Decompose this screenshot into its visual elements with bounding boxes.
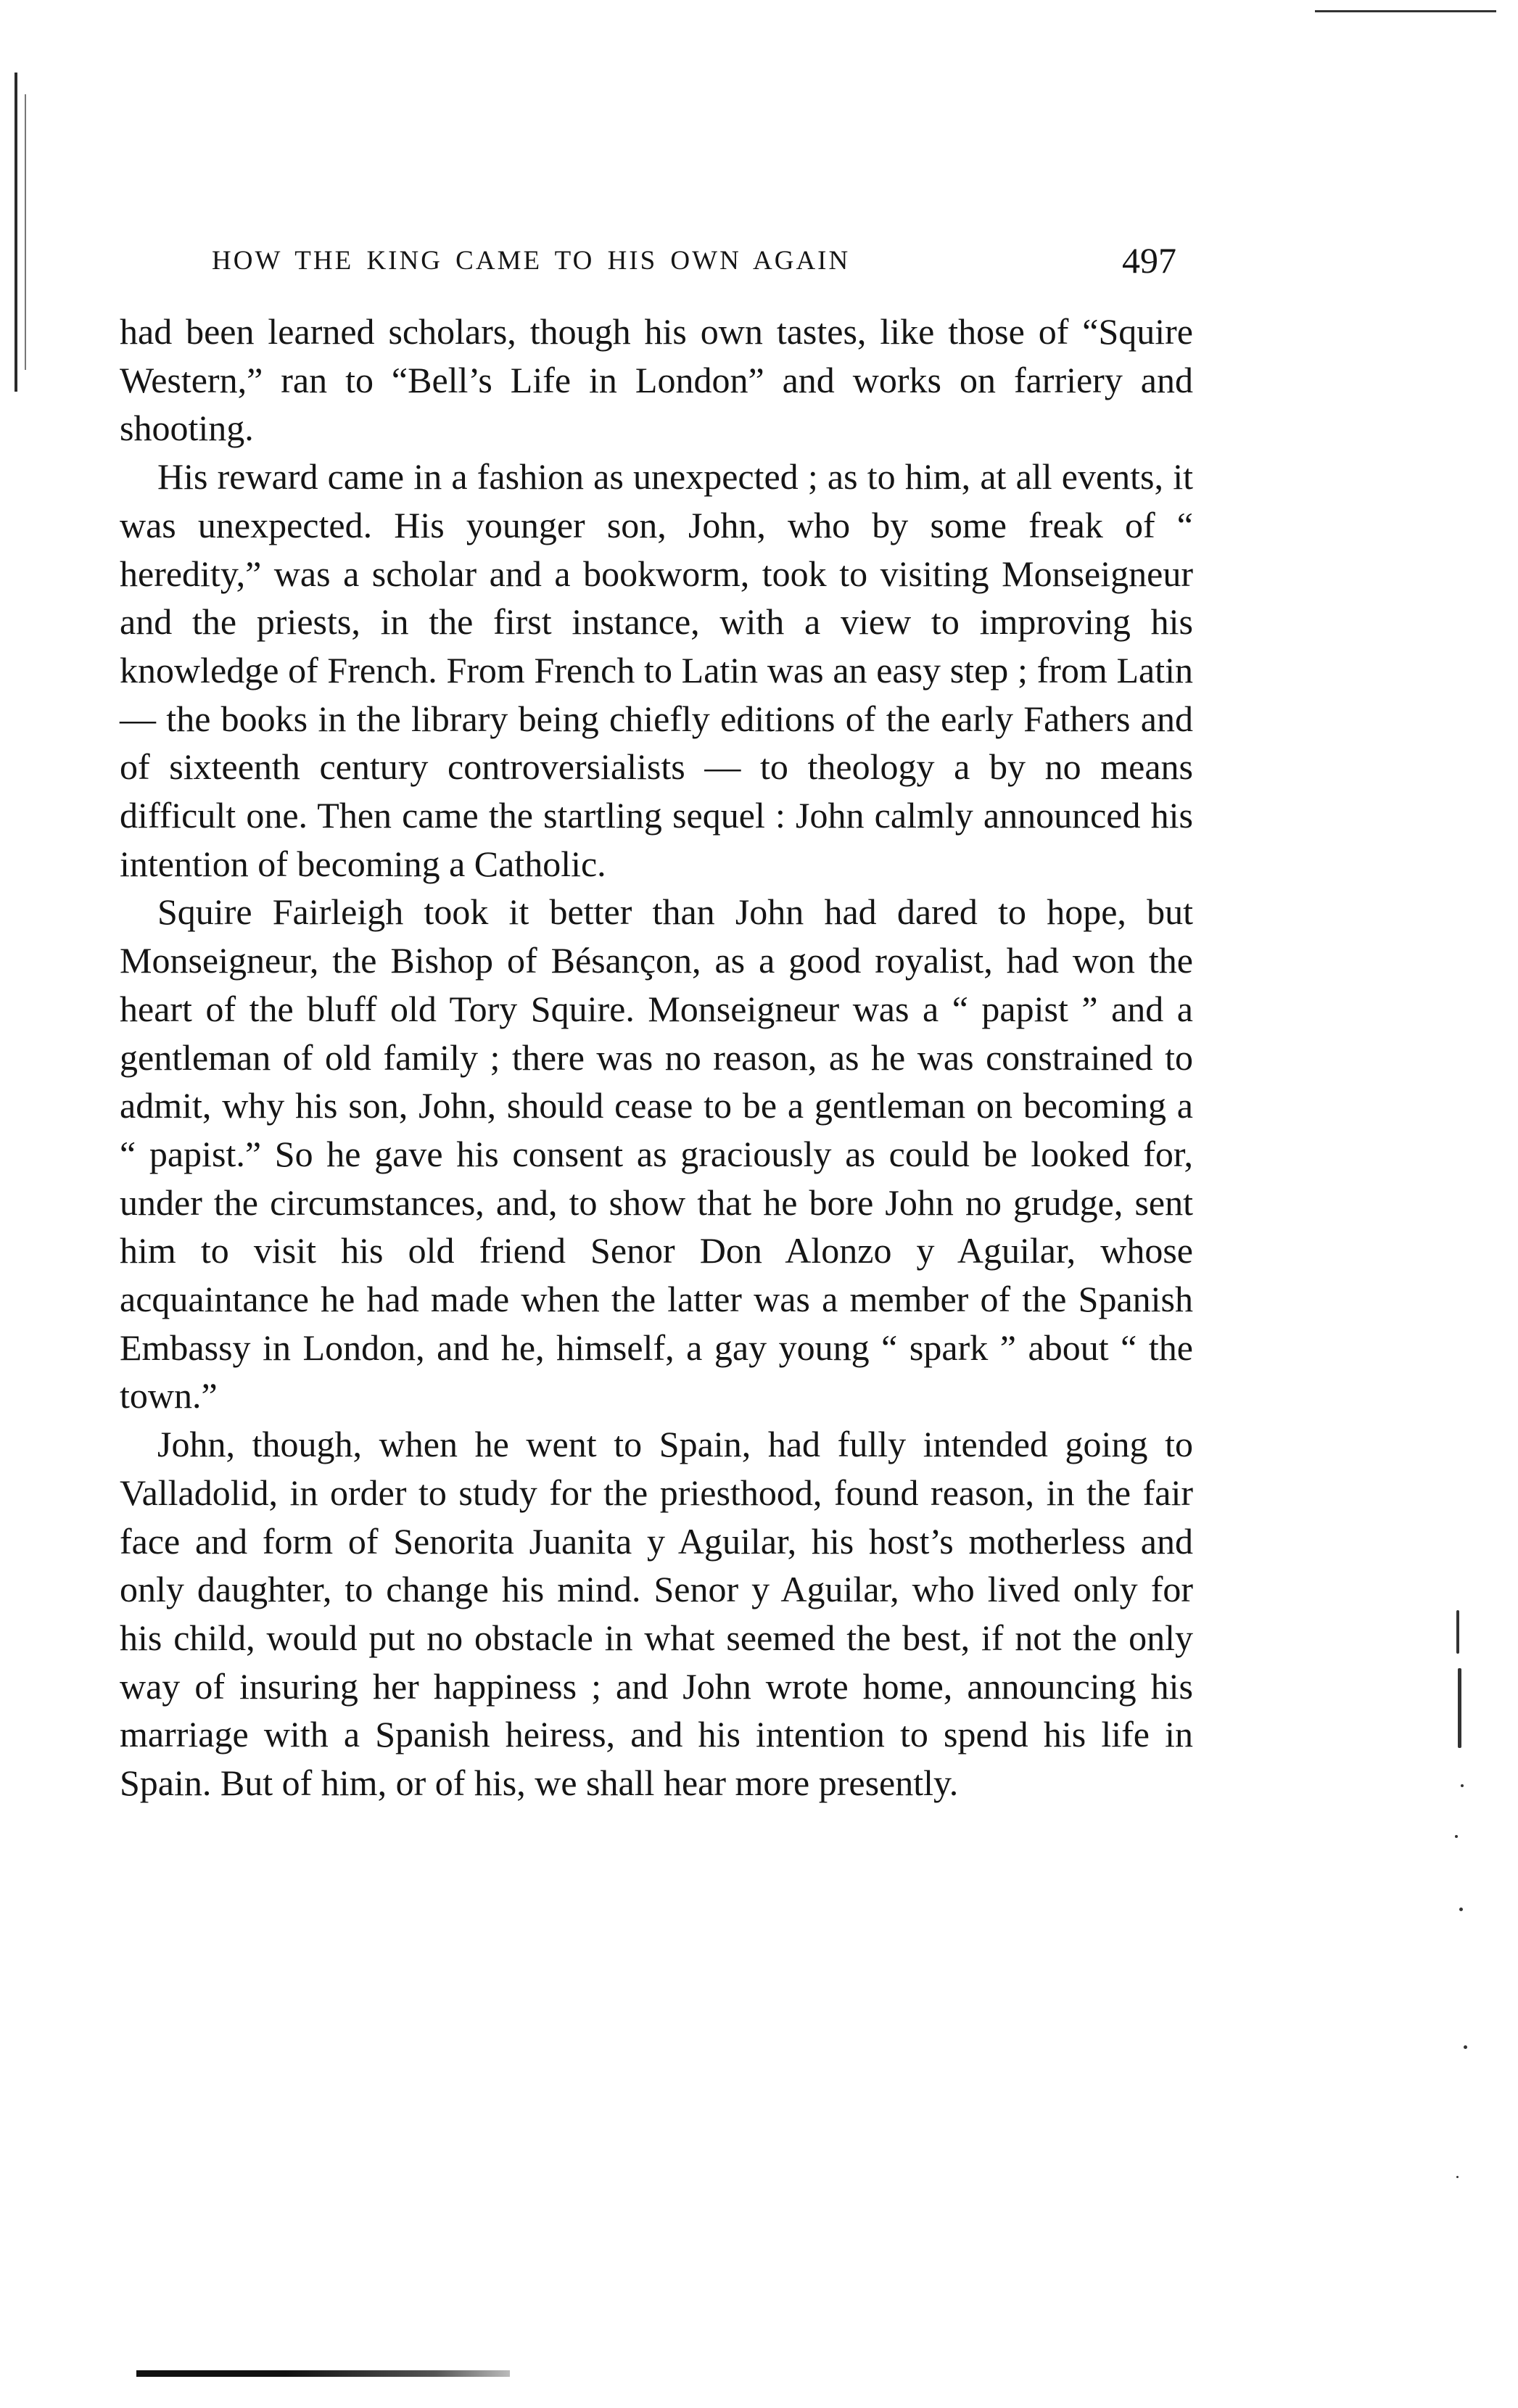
page-number: 497: [1122, 240, 1176, 281]
corner-scan-mark: [1315, 0, 1496, 12]
scan-speck: [1458, 1668, 1461, 1748]
scan-speck: [1456, 2176, 1459, 2178]
right-margin-scan-specks: [1451, 1596, 1480, 2321]
scan-speck: [1459, 1908, 1463, 1911]
footer-scan-rule: [136, 2370, 510, 2377]
running-head: HOW THE KING CAME TO HIS OWN AGAIN: [212, 246, 851, 276]
paragraph: Squire Fairleigh took it better than John had dared to hope, but Monseigneur, the Bishop of Bésançon, as a good royalist, had won the heart of the bluff old Tory Squire. Monseigneur was a “ papist ” and a gentleman of old family ; there was no reason, as he was constrained to admit, why his son, John, should cease to be a gentleman on becoming a “ papist.” So he gave his consent as graciously as could be looked for, under the circumstances, and, to show that he bore John no grudge, sent him to visit his old friend Senor Don Alonzo y Aguilar, whose acquaintance he had made when the latter was a member of the Spanish Embassy in London, and he, himself, a gay young “ spark ” about “ the town.”: [120, 891, 1193, 1417]
body-text: [120, 308, 1193, 1807]
left-margin-scan-line-faint: [25, 94, 26, 370]
scan-speck: [1461, 1784, 1464, 1787]
paragraph: John, though, when he went to Spain, had fully intended going to Valladolid, in order to study for the priesthood, found reason, in the fair face and form of Senorita Juanita y Aguilar, his host’s motherless and only daughter, to change his mind. Senor y Aguilar, who lived only for his child, would put no obstacle in what seemed the best, if not the only way of insuring her happiness ; and John wrote home, announcing his marriage with a Spanish heiress, and his intention to spend his life in Spain. But of him, or of his, we shall hear more presently.: [120, 1424, 1193, 1804]
paragraph-continued: had been learned scholars, though his own tastes, like those of “Squire Western,” ran to “Bell’s Life in London” and works on farriery and shooting.: [120, 311, 1193, 449]
scan-speck: [1456, 1610, 1459, 1654]
page-header: [212, 239, 1176, 283]
scan-speck: [1455, 1835, 1458, 1838]
paragraph: His reward came in a fashion as unexpected ; as to him, at all events, it was unexpected. His younger son, John, who by some freak of “ heredity,” was a scholar and a bookworm, took to visiting Monseigneur and the priests, in the first instance, with a view to improving his knowledge of French. From French to Latin was an easy step ; from Latin — the books in the library being chiefly editions of the early Fathers and of sixteenth century controversialists — to theology a by no means difficult one. Then came the startling sequel : John calmly announced his intention of becoming a Catholic.: [120, 456, 1193, 884]
scan-speck: [1464, 2045, 1467, 2049]
left-margin-scan-line: [15, 73, 17, 392]
